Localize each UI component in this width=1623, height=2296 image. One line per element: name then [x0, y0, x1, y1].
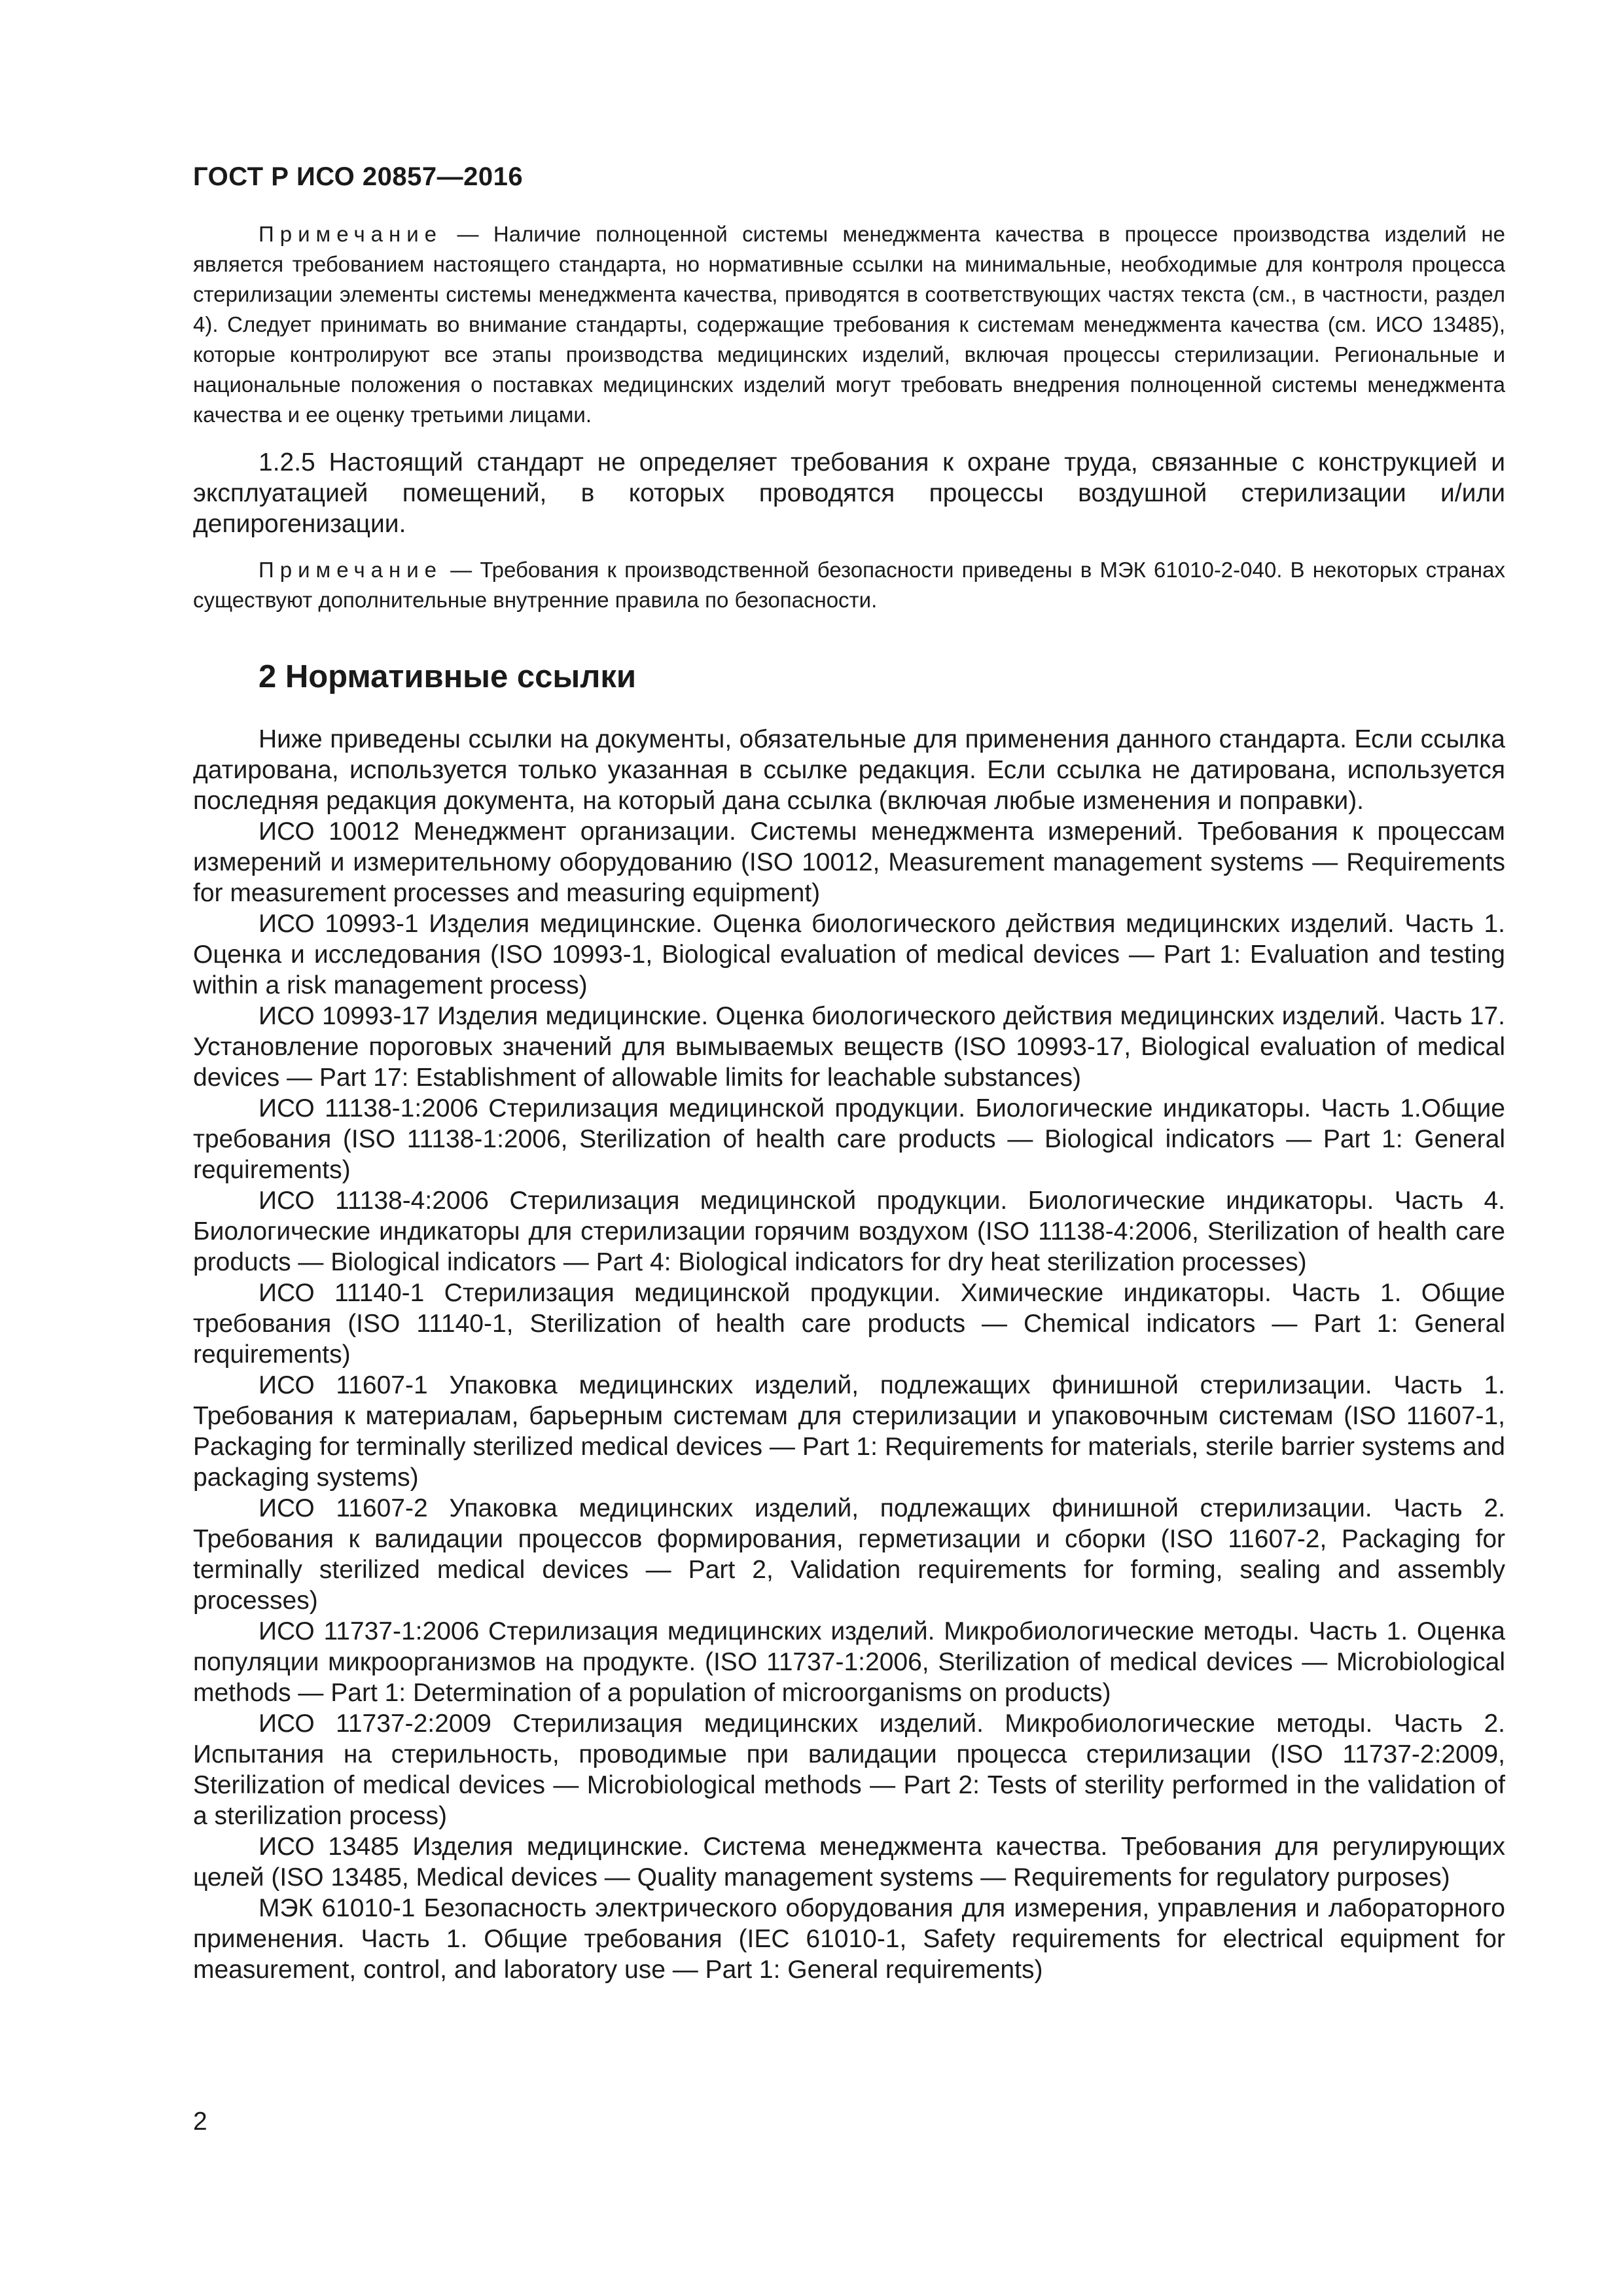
reference-item: ИСО 10993-1 Изделия медицинские. Оценка биологического действия медицинских изделий. Часть 1. Оценка и исследования (ISO 10993-1, Biological evaluation of medical devices — Part 1: Evaluation and testing within a risk management process) — [193, 910, 1505, 999]
reference-item: ИСО 11737-2:2009 Стерилизация медицинских изделий. Микробиологические методы. Часть 2. Испытания на стерильность, проводимые при валидации процесса стерилизации (ISO 11737-2:2009, Sterilization of medical devices — Microbiological methods — Part 2: Tests of sterility performed in the validation of a sterilization process) — [193, 1710, 1505, 1830]
reference-item: ИСО 10012 Менеджмент организации. Системы менеджмента измерений. Требования к процессам измерений и измерительному оборудованию (ISO 10012, Measurement management systems — Requirements for measurement processes and measuring equipment) — [193, 817, 1505, 907]
document-code-header: ГОСТ Р ИСО 20857—2016 — [193, 162, 524, 191]
reference-item: ИСО 10993-17 Изделия медицинские. Оценка биологического действия медицинских изделий. Часть 17. Установление пороговых значений для вымываемых веществ (ISO 10993-17, Biological evaluation of medical devices — Part 17: Establishment of allowable limits for leachable substances) — [193, 1002, 1505, 1092]
section-heading-normative-references: 2 Нормативные ссылки — [259, 659, 636, 694]
note-safety — [193, 555, 1505, 615]
references-list — [193, 816, 1505, 1985]
note-dash: — — [442, 222, 493, 246]
clause-1-2-5: 1.2.5 Настоящий стандарт не определяет требования к охране труда, связанные с конструкцией и эксплуатацией помещений, в которых проводятся процессы воздушной стерилизации и/или депирогенизации. — [193, 448, 1505, 538]
reference-item: МЭК 61010-1 Безопасность электрического оборудования для измерения, управления и лабораторного применения. Часть 1. Общие требования (IEC 61010-1, Safety requirements for electrical equipment for measurement, control, and laboratory use — Part 1: General requirements) — [193, 1894, 1505, 1984]
note-dash: — — [442, 558, 480, 582]
note-text: Наличие полноценной системы менеджмента качества в процессе производства изделий не является требованием настоящего стандарта, но нормативные ссылки на минимальные, необходимые для контроля процесса стерилизации элементы системы менеджмента качества, приводятся в соответствующих частях текста (см., в частности, раздел 4). Следует принимать во внимание стандарты, содержащие требования к системам менеджмента качества (см. ИСО 13485), которые контролируют все этапы производства медицинских изделий, включая процессы стерилизации. Региональные и национальные положения о поставках медицинских изделий могут требовать внедрения полноценной системы менеджмента качества и ее оценку третьими лицами. — [193, 222, 1505, 427]
note-text: Требования к производственной безопасности приведены в МЭК 61010-2-040. В некоторых странах существуют дополнительные внутренние правила по безопасности. — [193, 558, 1505, 612]
note-quality-management — [193, 219, 1505, 430]
reference-item: ИСО 11140-1 Стерилизация медицинской продукции. Химические индикаторы. Часть 1. Общие требования (ISO 11140-1, Sterilization of health care products — Chemical indicators — Part 1: General requirements) — [193, 1279, 1505, 1369]
reference-item: ИСО 11138-4:2006 Стерилизация медицинской продукции. Биологические индикаторы. Часть 4. Биологические индикаторы для стерилизации горячим воздухом (ISO 11138-4:2006, Sterilization of health care products — Biological indicators — Part 4: Biological indicators for dry heat sterilization processes) — [193, 1187, 1505, 1276]
reference-item: ИСО 11138-1:2006 Стерилизация медицинской продукции. Биологические индикаторы. Часть 1.Общие требования (ISO 11138-1:2006, Sterilization of health care products — Biological indicators — Part 1: General requirements) — [193, 1094, 1505, 1184]
reference-item: ИСО 11607-1 Упаковка медицинских изделий, подлежащих финишной стерилизации. Часть 1. Требования к материалам, барьерным системам для стерилизации и упаковочным системам (ISO 11607-1, Packaging for terminally sterilized medical devices — Part 1: Requirements for materials, sterile barrier systems and packaging systems) — [193, 1371, 1505, 1492]
page-number: 2 — [193, 2108, 207, 2136]
reference-item: ИСО 11607-2 Упаковка медицинских изделий, подлежащих финишной стерилизации. Часть 2. Требования к валидации процессов формирования, герметизации и сборки (ISO 11607-2, Packaging for terminally sterilized medical devices — Part 2, Validation requirements for forming, sealing and assembly processes) — [193, 1494, 1505, 1615]
references-intro: Ниже приведены ссылки на документы, обязательные для применения данного стандарта. Если ссылка датирована, используется только указанная в ссылке редакция. Если ссылка не датирована, используется последняя редакция документа, на который дана ссылка (включая любые изменения и поправки). — [193, 725, 1505, 815]
note-label: Примечание — [259, 222, 443, 246]
page-content — [193, 219, 1505, 1985]
note-label: Примечание — [259, 558, 443, 582]
reference-item: ИСО 13485 Изделия медицинские. Система менеджмента качества. Требования для регулирующих целей (ISO 13485, Medical devices — Quality management systems — Requirements for regulatory purposes) — [193, 1833, 1505, 1892]
reference-item: ИСО 11737-1:2006 Стерилизация медицинских изделий. Микробиологические методы. Часть 1. Оценка популяции микроорганизмов на продукте. (ISO 11737-1:2006, Sterilization of medical devices — Microbiological methods — Part 1: Determination of a population of microorganisms on products) — [193, 1617, 1505, 1707]
